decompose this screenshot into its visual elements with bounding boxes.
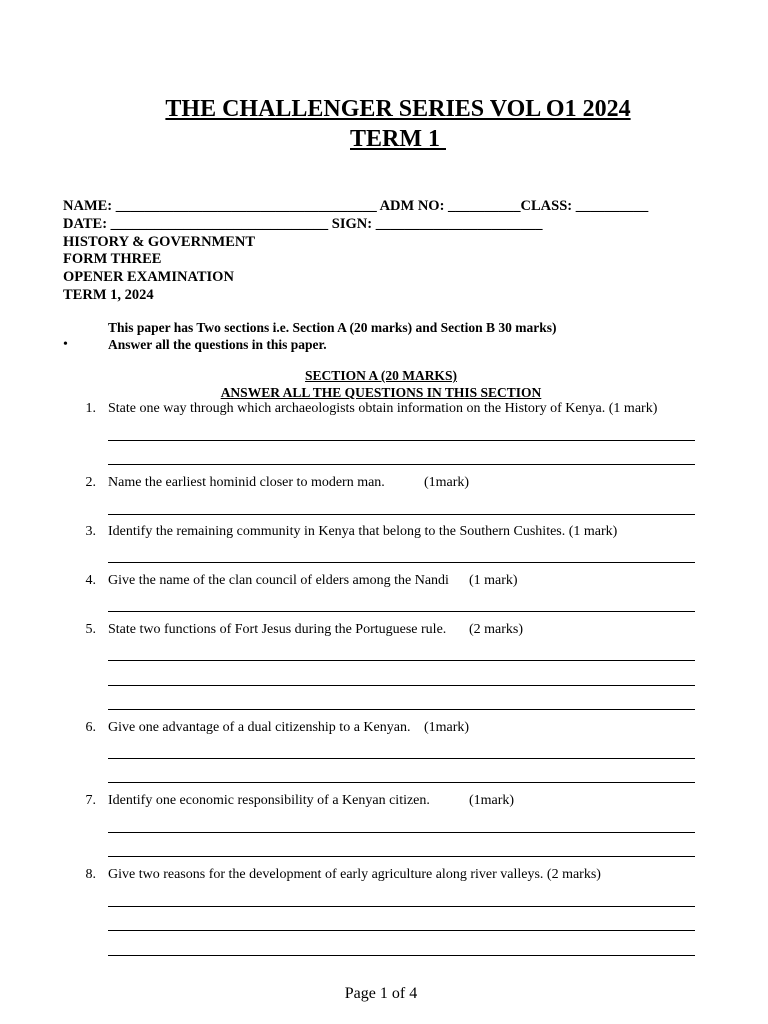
page-number: Page 1 of 4 bbox=[344, 985, 418, 1002]
answer-line[interactable] bbox=[108, 930, 695, 931]
question-text: Name the earliest hominid closer to modern man. bbox=[108, 475, 385, 490]
question-marks: (1 mark) bbox=[469, 573, 518, 588]
answer-line[interactable] bbox=[108, 562, 695, 563]
question-number: 8. bbox=[85, 867, 96, 882]
answer-line[interactable] bbox=[108, 660, 695, 661]
question-marks: (1mark) bbox=[424, 475, 470, 490]
answer-line[interactable] bbox=[108, 955, 695, 956]
question-text: Give one advantage of a dual citizenship to a Kenyan. bbox=[108, 720, 411, 735]
answer-line[interactable] bbox=[108, 906, 695, 907]
term-label: TERM 1, 2024 bbox=[63, 287, 154, 303]
answer-line[interactable] bbox=[108, 758, 695, 759]
question-number: 6. bbox=[85, 720, 96, 735]
section-heading: SECTION A (20 MARKS) bbox=[305, 368, 457, 383]
exam-term-title: TERM 1 bbox=[350, 126, 446, 152]
subject-label: HISTORY & GOVERNMENT bbox=[63, 234, 256, 250]
answer-line[interactable] bbox=[108, 464, 695, 465]
answer-line[interactable] bbox=[108, 832, 695, 833]
question-text: Identify the remaining community in Kenya that belong to the Southern Cushites. (1 mark) bbox=[108, 524, 618, 539]
answer-line[interactable] bbox=[108, 440, 695, 441]
question-text: Identify one economic responsibility of a Kenyan citizen. bbox=[108, 793, 430, 808]
question-number: 5. bbox=[85, 622, 96, 637]
answer-line[interactable] bbox=[108, 514, 695, 515]
answer-line[interactable] bbox=[108, 685, 695, 686]
question-number: 1. bbox=[85, 401, 96, 416]
answer-all-instruction: Answer all the questions in this paper. bbox=[108, 337, 327, 352]
exam-series-title: THE CHALLENGER SERIES VOL O1 2024 bbox=[165, 96, 631, 122]
answer-line[interactable] bbox=[108, 782, 695, 783]
question-text: State two functions of Fort Jesus during the Portuguese rule. bbox=[108, 622, 447, 637]
answer-line[interactable] bbox=[108, 611, 695, 612]
question-number: 3. bbox=[85, 524, 96, 539]
section-subheading: ANSWER ALL THE QUESTIONS IN THIS SECTION bbox=[220, 385, 542, 400]
question-marks: (2 marks) bbox=[469, 622, 524, 637]
question-number: 4. bbox=[85, 573, 96, 588]
question-marks: (1mark) bbox=[469, 793, 515, 808]
question-marks: (1mark) bbox=[424, 720, 470, 735]
date-sign-line: DATE: ______________________________ SIGN: _______________________ bbox=[63, 216, 543, 232]
paper-instruction: This paper has Two sections i.e. Section A (20 marks) and Section B 30 marks) bbox=[108, 320, 557, 335]
answer-line[interactable] bbox=[108, 709, 695, 710]
question-text: Give two reasons for the development of early agriculture along river valleys. (2 marks) bbox=[108, 867, 601, 882]
exam-label: OPENER EXAMINATION bbox=[63, 269, 234, 285]
question-text: State one way through which archaeologists obtain information on the History of Kenya. (1 mark) bbox=[108, 401, 658, 416]
name-adm-class-line: NAME: ____________________________________ ADM NO: __________CLASS: __________ bbox=[63, 198, 649, 214]
question-number: 7. bbox=[85, 793, 96, 808]
question-number: 2. bbox=[85, 475, 96, 490]
bullet-icon: • bbox=[63, 337, 68, 352]
question-text: Give the name of the clan council of elders among the Nandi bbox=[108, 573, 449, 588]
form-label: FORM THREE bbox=[63, 251, 162, 267]
answer-line[interactable] bbox=[108, 856, 695, 857]
